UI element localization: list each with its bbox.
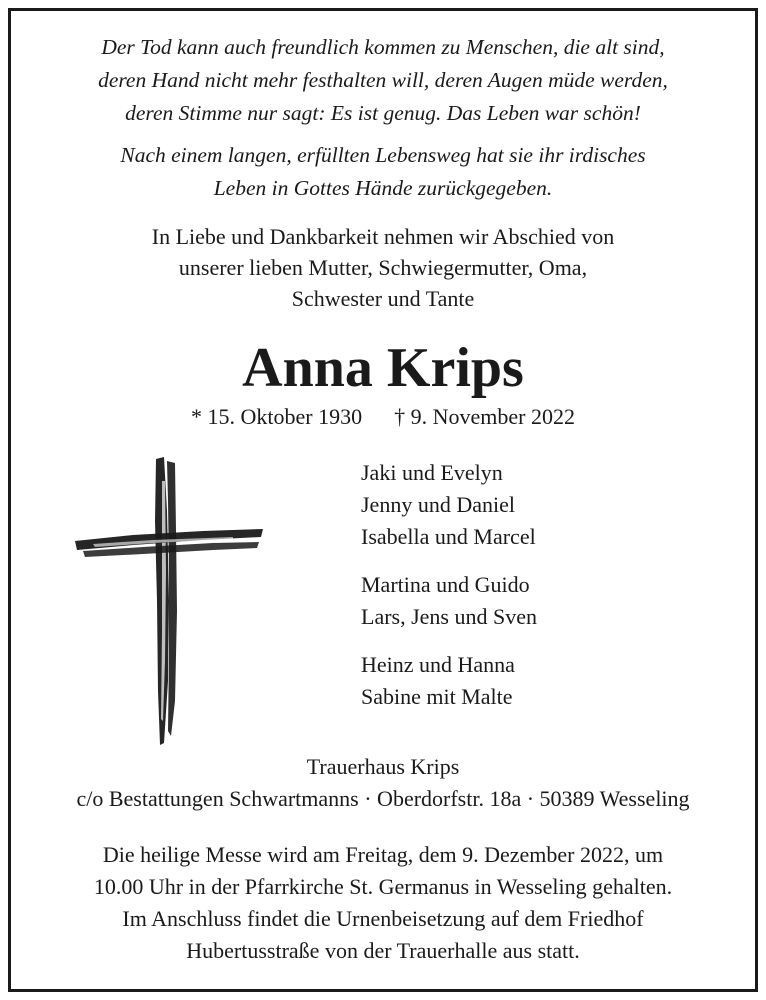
mourner-name: Jaki und Evelyn <box>361 460 503 485</box>
mourner-name: Jenny und Daniel <box>361 492 515 517</box>
mourner-group <box>361 649 537 713</box>
deceased-name: Anna Krips <box>242 337 524 399</box>
intro-line: Nach einem langen, erfüllten Lebensweg hat sie ihr irdisches <box>120 143 646 167</box>
contact-block <box>11 751 755 815</box>
mourner-group <box>361 569 537 633</box>
poem-line: deren Hand nicht mehr festhalten will, deren Augen müde werden, <box>98 68 668 92</box>
mourning-house: Trauerhaus Krips <box>306 754 460 779</box>
farewell-text <box>11 221 755 314</box>
birth-date: * 15. Oktober 1930 <box>191 404 363 429</box>
service-line: Hubertusstraße von der Trauerhalle aus statt. <box>186 938 580 963</box>
mourners-list <box>361 457 537 729</box>
mourner-name: Sabine mit Malte <box>361 684 513 709</box>
life-dates <box>11 403 755 431</box>
poem-line: deren Stimme nur sagt: Es ist genug. Das Leben war schön! <box>125 101 641 125</box>
obituary-frame <box>8 8 758 992</box>
mourner-name: Martina und Guido <box>361 572 530 597</box>
poem-quote <box>11 31 755 130</box>
farewell-line: Schwester und Tante <box>291 286 475 311</box>
intro-text <box>11 139 755 205</box>
service-line: Im Anschluss findet die Urnenbeisetzung auf dem Friedhof <box>122 906 644 931</box>
contact-address: c/o Bestattungen Schwartmanns · Oberdorfstr. 18a · 50389 Wesseling <box>76 786 690 811</box>
service-line: Die heilige Messe wird am Freitag, dem 9. Dezember 2022, um <box>102 842 664 867</box>
intro-line: Leben in Gottes Hände zurückgegeben. <box>213 176 553 200</box>
poem-line: Der Tod kann auch freundlich kommen zu Menschen, die alt sind, <box>101 35 665 59</box>
farewell-line: unserer lieben Mutter, Schwiegermutter, Oma, <box>178 255 588 280</box>
mourner-name: Heinz und Hanna <box>361 652 515 677</box>
service-line: 10.00 Uhr in der Pfarrkirche St. Germanus in Wesseling gehalten. <box>93 874 673 899</box>
mourner-group <box>361 457 537 553</box>
mourner-name: Lars, Jens und Sven <box>361 604 537 629</box>
death-date: † 9. November 2022 <box>394 404 575 429</box>
service-info <box>11 839 755 967</box>
cross-icon <box>63 451 263 751</box>
farewell-line: In Liebe und Dankbarkeit nehmen wir Abschied von <box>151 224 615 249</box>
mourner-name: Isabella und Marcel <box>361 524 536 549</box>
